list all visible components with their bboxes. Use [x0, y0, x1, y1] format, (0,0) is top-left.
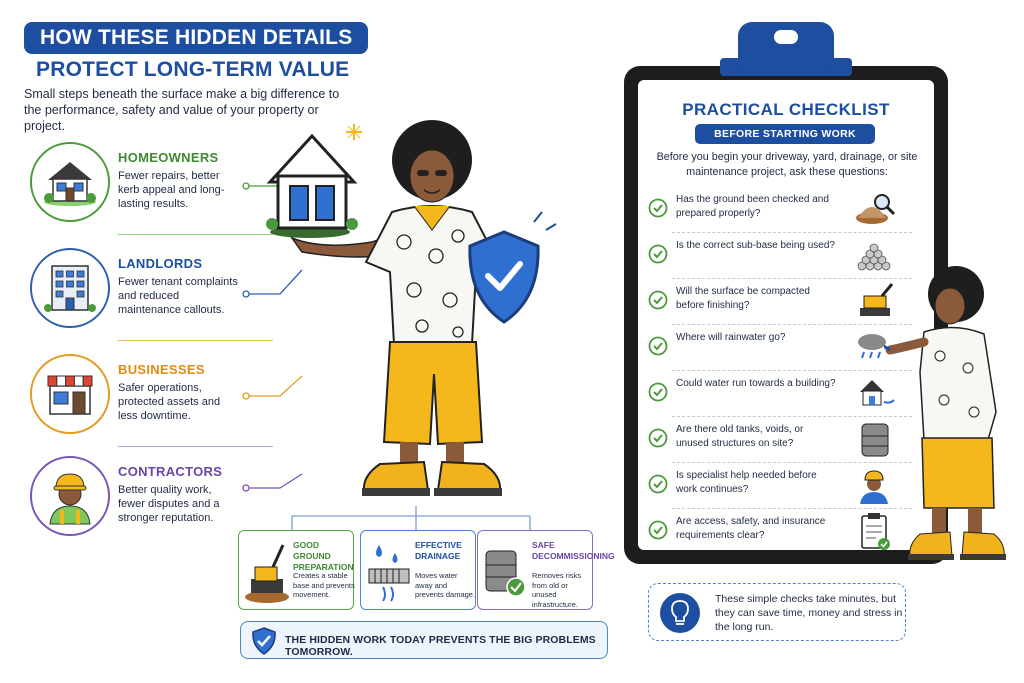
checklist-item [646, 190, 910, 236]
audience-contractors [30, 456, 245, 551]
banner-text: THE HIDDEN WORK TODAY PREVENTS THE BIG PROBLEMS TOMORROW. [285, 634, 596, 658]
shield-check-icon [470, 212, 556, 322]
tip-box [648, 583, 906, 641]
apartment-building-icon [30, 248, 110, 328]
check-circle-icon [648, 428, 668, 448]
sparkle-icon [346, 124, 362, 140]
audience-name: BUSINESSES [118, 362, 205, 377]
audience-businesses [30, 354, 245, 449]
shield-check-icon [251, 627, 277, 655]
checklist-question: Are there old tanks, voids, or unused structures on site? [676, 424, 804, 449]
check-circle-icon [648, 474, 668, 494]
shopfront-icon [30, 354, 110, 434]
divider [672, 232, 912, 233]
divider [672, 508, 912, 509]
audience-name: CONTRACTORS [118, 464, 223, 479]
divider [672, 416, 912, 417]
feature-title: EFFECTIVE DRAINAGE [415, 540, 462, 561]
page-subtitle: PROTECT LONG-TERM VALUE [36, 58, 350, 81]
feature-title: SAFE DECOMMISSIONING [532, 540, 615, 561]
intro-text: Small steps beneath the surface make a big difference to the performance, safety and value of your property or project. [24, 87, 340, 133]
checklist-item [646, 282, 910, 328]
feature-title: GOOD GROUND PREPARATION [293, 540, 354, 572]
checklist-subtitle: BEFORE STARTING WORK [695, 124, 875, 144]
person-holding-house-illustration [262, 112, 582, 504]
plate-compactor-icon [243, 541, 291, 605]
divider [672, 370, 912, 371]
drain-grate-icon [365, 541, 413, 605]
feature-desc: Moves water away and prevents damage. [415, 571, 476, 599]
feature-safe-decommissioning [477, 530, 615, 610]
checklist-question: Could water run towards a building? [676, 378, 836, 389]
bottom-banner [240, 621, 608, 659]
checklist-item [646, 512, 910, 558]
check-circle-icon [648, 244, 668, 264]
feature-ground-preparation [238, 530, 354, 610]
lightbulb-icon [659, 592, 701, 634]
audience-landlords [30, 248, 245, 343]
checklist-question: Is specialist help needed before work continues? [676, 470, 817, 495]
contractor-hardhat-icon [30, 456, 110, 536]
feature-desc: Removes risks from old or unused infrastructure. [532, 571, 582, 609]
house-icon [30, 142, 110, 222]
check-circle-icon [648, 382, 668, 402]
checklist-item [646, 420, 910, 466]
check-circle-icon [648, 290, 668, 310]
audience-desc: Fewer repairs, better kerb appeal and long-lasting results. [118, 170, 225, 210]
audience-name: HOMEOWNERS [118, 150, 219, 165]
checklist-question: Is the correct sub-base being used? [676, 240, 835, 251]
clipboard-clip-top [738, 22, 834, 68]
checklist-intro: Before you begin your driveway, yard, drainage, or site maintenance project, ask these questions: [656, 151, 918, 178]
checklist-question: Are access, safety, and insurance requirements clear? [676, 516, 826, 541]
checklist-question: Where will rainwater go? [676, 332, 786, 343]
tank-check-icon [482, 541, 530, 605]
check-circle-icon [648, 336, 668, 356]
checklist-item [646, 328, 910, 374]
tip-text: These simple checks take minutes, but they can save time, money and stress in the long run. [715, 593, 903, 633]
feature-effective-drainage [360, 530, 476, 610]
audience-desc: Fewer tenant complaints and reduced maintenance callouts. [118, 276, 238, 316]
feature-desc: Creates a stable base and prevents movement. [293, 571, 355, 599]
house-model-icon [266, 136, 358, 238]
checklist-item [646, 374, 910, 420]
divider [672, 462, 912, 463]
divider [672, 278, 912, 279]
audience-desc: Safer operations, protected assets and less downtime. [118, 382, 221, 422]
audience-homeowners [30, 142, 245, 237]
page-title: HOW THESE HIDDEN DETAILS [24, 22, 368, 54]
checklist-item [646, 466, 910, 512]
audience-desc: Better quality work, fewer disputes and a stronger reputation. [118, 484, 220, 524]
feature-connector [290, 506, 540, 530]
person-marking-checklist-illustration [884, 262, 1008, 574]
checklist-title: PRACTICAL CHECKLIST [682, 100, 890, 119]
checklist-question: Has the ground been checked and prepared properly? [676, 194, 829, 219]
check-circle-icon [648, 198, 668, 218]
audience-name: LANDLORDS [118, 256, 203, 271]
check-circle-icon [648, 520, 668, 540]
soil-magnifier-icon [854, 190, 898, 230]
divider [672, 324, 912, 325]
checklist-item [646, 236, 910, 282]
checklist-question: Will the surface be compacted before finishing? [676, 286, 810, 311]
